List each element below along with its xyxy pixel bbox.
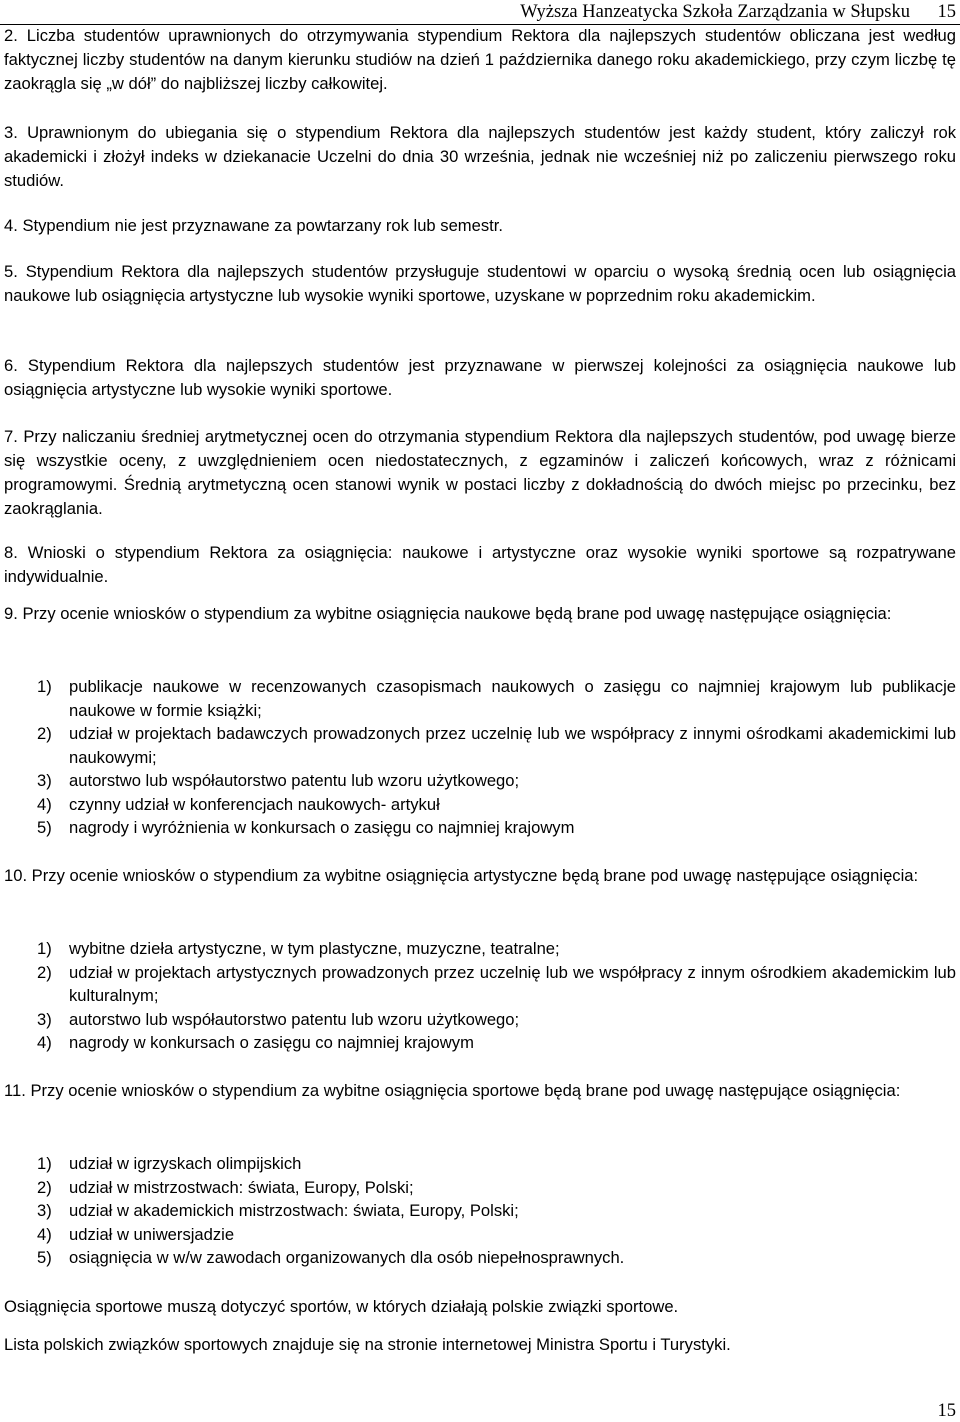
list-item-text: udział w akademickich mistrzostwach: świata, Europy, Polski;	[69, 1201, 519, 1220]
header-title: Wyższa Hanzeatycka Szkoła Zarządzania w Słupsku	[520, 2, 910, 22]
list-item	[4, 769, 956, 793]
list-item-number: 1)	[37, 677, 52, 696]
list-item-number: 1)	[37, 1154, 52, 1173]
list-item-text: udział w igrzyskach olimpijskich	[69, 1154, 302, 1173]
list-item-number: 4)	[37, 794, 52, 814]
list-scientific-achievements	[4, 675, 956, 840]
list-item-text: autorstwo lub współautorstwo patentu lub wzoru użytkowego;	[69, 1009, 520, 1029]
list-item-text: publikacje naukowe w recenzowanych czasopismach naukowych o zasięgu co najmniej krajowym lub publikacje naukowe w formie książki;	[69, 677, 956, 720]
list-item	[4, 1223, 956, 1247]
list-item	[4, 1031, 956, 1055]
page-header	[0, 0, 960, 25]
list-item-text: autorstwo lub współautorstwo patentu lub wzoru użytkowego;	[69, 771, 520, 790]
paragraph-9: 9. Przy ocenie wniosków o stypendium za wybitne osiągnięcia naukowe będą brane pod uwagę następujące osiągnięcia:	[4, 604, 892, 623]
list-item	[4, 1246, 956, 1270]
list-item-text: czynny udział w konferencjach naukowych- artykuł	[69, 794, 440, 814]
list-item-number: 5)	[37, 1248, 52, 1267]
paragraph-5: 5. Stypendium Rektora dla najlepszych studentów przysługuje studentowi w oparciu o wysoką średnią ocen lub osiągnięcia naukowe lub osiągnięcia artystyczne lub wysokie wyniki sportowe, uzyskane w poprzednim roku akademickim.	[4, 262, 956, 305]
list-item-text: udział w mistrzostwach: świata, Europy, Polski;	[69, 1177, 414, 1197]
list-item-number: 4)	[37, 1224, 52, 1244]
paragraph-8: 8. Wnioski o stypendium Rektora za osiągnięcia: naukowe i artystyczne oraz wysokie wyniki sportowe są rozpatrywane indywidualnie.	[4, 543, 956, 586]
list-item-number: 4)	[37, 1033, 52, 1052]
list-item-text: udział w projektach artystycznych prowadzonych przez uczelnię lub we współpracy z innym ośrodkiem akademickim lub kulturalnym;	[69, 962, 956, 1005]
paragraph-7: 7. Przy naliczaniu średniej arytmetycznej ocen do otrzymania stypendium Rektora dla najlepszych studentów, pod uwagę bierze się wszystkie oceny, z uwzględnieniem ocen niedostatecznych, z egzaminów i zaliczeń końcowych, wraz z różnicami programowymi. Średnią arytmetyczną ocen stanowi wynik w postaci liczby z dokładnością do dwóch miejsc po przecinku, bez zaokrąglania.	[4, 427, 956, 518]
list-item-number: 2)	[37, 724, 52, 743]
list-item	[4, 961, 956, 1008]
sport-associations-note: Osiągnięcia sportowe muszą dotyczyć sportów, w których działają polskie związki sportowe.	[4, 1297, 679, 1316]
list-sport-achievements	[4, 1152, 956, 1270]
list-item-number: 2)	[37, 962, 52, 982]
list-item	[4, 937, 956, 961]
list-item	[4, 793, 956, 817]
list-item-text: wybitne dzieła artystyczne, w tym plastyczne, muzyczne, teatralne;	[69, 939, 560, 958]
paragraph-6: 6. Stypendium Rektora dla najlepszych studentów jest przyznawane w pierwszej kolejności za osiągnięcia naukowe lub osiągnięcia artystyczne lub wysokie wyniki sportowe.	[4, 356, 956, 399]
footer-page-number: 15	[937, 1401, 956, 1421]
list-item-number: 3)	[37, 771, 52, 790]
list-item-text: udział w uniwersjadzie	[69, 1224, 235, 1244]
list-item-text: nagrody i wyróżnienia w konkursach o zasięgu co najmniej krajowym	[69, 818, 575, 837]
list-item-number: 5)	[37, 818, 52, 837]
list-item-number: 3)	[37, 1009, 52, 1029]
list-item-text: udział w projektach badawczych prowadzonych przez uczelnię lub we współpracy z innymi ośrodkami akademickimi lub naukowymi;	[69, 724, 956, 767]
list-artistic-achievements	[4, 937, 956, 1055]
paragraph-3: 3. Uprawnionym do ubiegania się o stypendium Rektora dla najlepszych studentów jest każdy student, który zaliczył rok akademicki i złożył indeks w dziekanacie Uczelni do dnia 30 września, jednak nie wcześniej niż po zaliczeniu pierwszego roku studiów.	[4, 123, 956, 190]
list-item	[4, 1008, 956, 1032]
paragraph-11: 11. Przy ocenie wniosków o stypendium za wybitne osiągnięcia sportowe będą brane pod uwagę następujące osiągnięcia:	[4, 1081, 901, 1100]
list-item-text: nagrody w konkursach o zasięgu co najmniej krajowym	[69, 1033, 474, 1052]
list-item	[4, 816, 956, 840]
list-item	[4, 675, 956, 722]
list-item	[4, 1199, 956, 1223]
list-item	[4, 1176, 956, 1200]
list-item	[4, 1152, 956, 1176]
header-page-number: 15	[937, 2, 956, 22]
paragraph-4: 4. Stypendium nie jest przyznawane za powtarzany rok lub semestr.	[4, 216, 503, 235]
paragraph-10: 10. Przy ocenie wniosków o stypendium za wybitne osiągnięcia artystyczne będą brane pod uwagę następujące osiągnięcia:	[4, 866, 919, 885]
list-item	[4, 722, 956, 769]
sport-associations-list-note: Lista polskich związków sportowych znajduje się na stronie internetowej Ministra Sportu i Turystyki.	[4, 1335, 731, 1354]
paragraph-2: 2. Liczba studentów uprawnionych do otrzymywania stypendium Rektora dla najlepszych studentów obliczana jest według faktycznej liczby studentów na danym kierunku studiów na dzień 1 października danego roku akademickiego, przy czym liczbę tę zaokrągla się „w dół” do najbliższej liczby całkowitej.	[4, 26, 956, 93]
list-item-number: 2)	[37, 1177, 52, 1197]
list-item-number: 3)	[37, 1201, 52, 1220]
list-item-text: osiągnięcia w w/w zawodach organizowanych dla osób niepełnosprawnych.	[69, 1248, 625, 1267]
list-item-number: 1)	[37, 939, 52, 958]
